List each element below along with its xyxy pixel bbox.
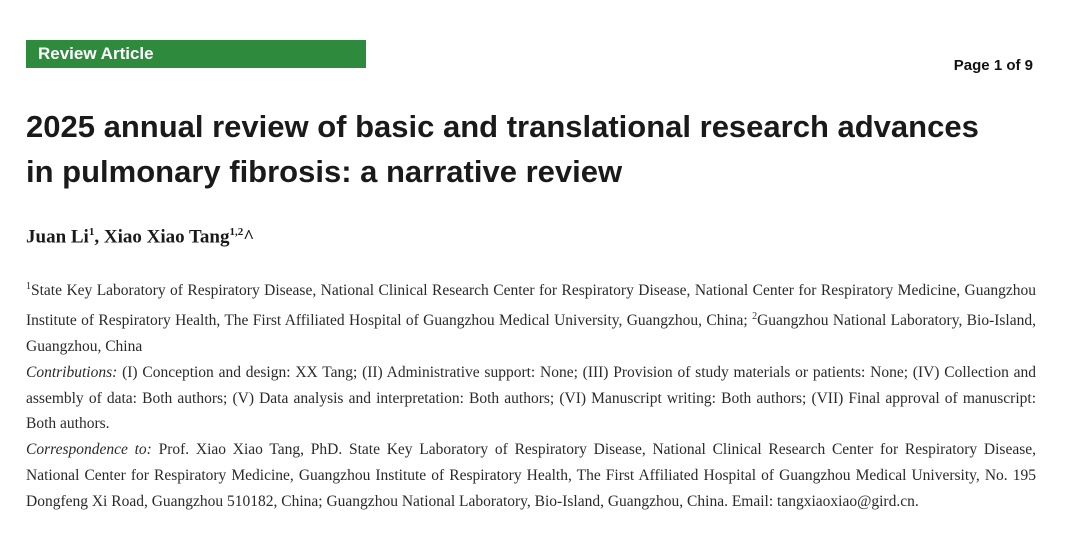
affiliation-sup: 2 [752,310,758,322]
page-number: Page 1 of 9 [953,57,1033,74]
affiliation-sup: 1 [26,281,31,292]
front-matter [26,274,1036,514]
affiliation-text: State Key Laboratory of Respiratory Disease, National Clinical Research Center for Respiratory Disease, National Center for Respiratory Medicine, Guangzhou Institute of Respiratory Health, The First Affiliated Hospital of Guangzhou Medical University, Guangzhou, China; [26,282,1036,330]
article-title [26,104,1046,194]
correspondence-label: Correspondence to: [26,441,152,459]
author-name: Juan Li [26,226,89,248]
correspondence-text: Prof. Xiao Xiao Tang, PhD. State Key Laboratory of Respiratory Disease, National Clinical Research Center for Respiratory Disease, National Center for Respiratory Medicine, Guangzhou Institute of Respiratory Health, The First Affiliated Hospital of Guangzhou Medical University, No. 195 Dongfeng Xi Road, Guangzhou 510182, China; Guangzhou National Laboratory, Bio-Island, Guangzhou, China. Email: tangxiaoxiao@gird.cn. [26,441,1036,510]
article-type-label: Review Article [38,44,154,63]
contributions-text: (I) Conception and design: XX Tang; (II) Administrative support: None; (III) Provision of study materials or patients: None; (IV) Collection and assembly of data: Both authors; (V) Data analysis and interpretation: Both authors; (VI) Manuscript writing: Both authors; (VII) Final approval of manuscript: Both authors. [26,363,1036,433]
author-separator: , [94,226,104,248]
author-affiliation-sup: 1 [88,226,95,238]
title-line-2: in pulmonary fibrosis: a narrative review [26,154,623,189]
corresponding-author-mark: ^ [243,226,255,248]
contributions [26,360,1036,437]
contributions-label: Contributions: [26,363,118,381]
affiliation-text: Guangzhou National Laboratory, Bio-Island, Guangzhou, China [26,312,1036,355]
title-line-1: 2025 annual review of basic and translational research advances [26,109,979,144]
correspondence [26,437,1036,514]
article-type-banner [26,40,366,68]
author-list [26,226,254,248]
author-name: Xiao Xiao Tang [103,226,230,248]
affiliations [26,274,1036,360]
author-affiliation-sup: 1,2 [229,226,244,238]
